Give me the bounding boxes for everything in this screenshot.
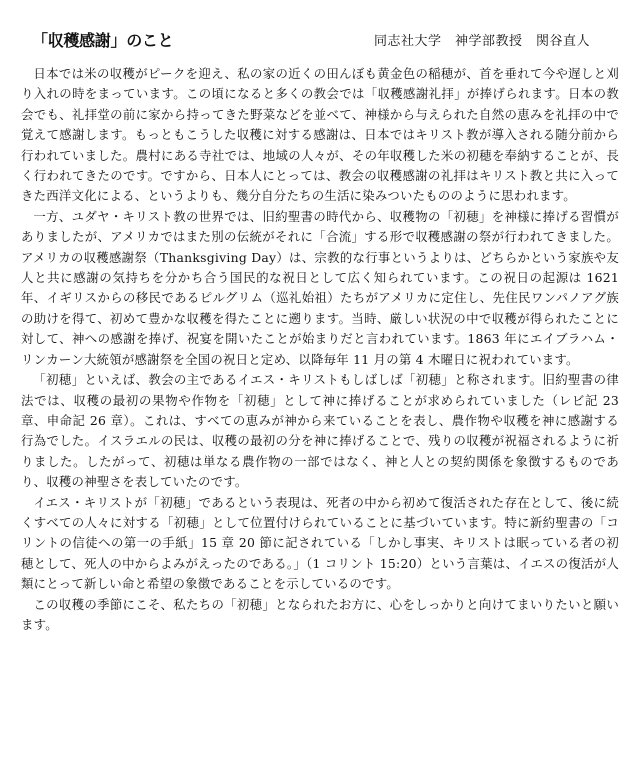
- article-body: [21, 64, 619, 635]
- article-title: 「収穫感謝」のこと: [32, 31, 174, 50]
- paragraph-3: 「初穂」といえば、教会の主であるイエス・キリストもしばしば「初穂」と称されます。旧約聖書の律法では、収穫の最初の果物や作物を「初穂」として神に捧げることが求められていました（レビ記 23 章、申命記 26 章）。これは、すべての恵みが神から来ていることを表し、農作物や収穫を神に感謝する行為でした。イスラエルの民は、収穫の最初の分を神に捧げることで、残りの収穫が祝福されるように祈りました。したがって、初穂は単なる農作物の一部ではなく、神と人との契約関係を象徴するものであり、収穫の神聖さを表していたのです。: [21, 372, 619, 490]
- paragraph-4: イエス・キリストが「初穂」であるという表現は、死者の中から初めて復活された存在として、後に続くすべての人々に対する「初穂」として位置付けられていることに基づいています。特に新約聖書の「コリントの信徒への第一の手紙」15 章 20 節に記されている「しかし事実、キリストは眠っている者の初穂として、死人の中からよみがえったのである。」（1 コリント 15:20）という言葉は、イエスの復活が人類にとって新しい命と希望の象徴であることを示しているのです。: [21, 494, 619, 592]
- author-byline: 同志社大学 神学部教授 関谷直人: [373, 34, 590, 49]
- paragraph-1: 日本では米の収穫がピークを迎え、私の家の近くの田んぼも黄金色の稲穂が、首を垂れて今や遅しと刈り入れの時をまっています。この頃になると多くの教会では「収穫感謝礼拝」が捧げられます。日本の教会でも、礼拝堂の前に家から持ってきた野菜などを並べて、神様から与えられた自然の恵みを礼拝の中で覚えて感謝します。もっともこうした収穫に対する感謝は、日本ではキリスト教が導入される随分前から行われていました。農村にある寺社では、地域の人々が、その年収穫した米の初穂を奉納することが、長く行われてきたのです。ですから、日本人にとっては、教会の収穫感謝の礼拝はキリスト教と共に入ってきた西洋文化による、というよりも、幾分自分たちの生活に染みついたもののように思われます。: [21, 66, 619, 204]
- paragraph-5: この収穫の季節にこそ、私たちの「初穂」となられたお方に、心をしっかりと向けてまいりたいと願います。: [21, 596, 619, 632]
- article-header: [32, 28, 608, 54]
- paragraph-2: 一方、ユダヤ・キリスト教の世界では、旧約聖書の時代から、収穫物の「初穂」を神様に捧げる習慣がありましたが、アメリカではまた別の伝統がそれに「合流」する形で収穫感謝の祭が行われてきました。アメリカの収穫感謝祭（Thanksgiving Day）は、宗教的な行事というよりは、どちらかという家族や友人と共に感謝の気持ちを分かち合う国民的な祝日として広く知られています。この祝日の起源は 1621 年、イギリスからの移民であるピルグリム（巡礼始祖）たちがアメリカに定住し、先住民ワンパノアグ族の助けを得て、初めて豊かな収穫を得たことに遡ります。当時、厳しい状況の中で収穫が得られたことに対して、神への感謝を捧げ、祝宴を開いたことが始まりだと言われています。1863 年にエイブラハム・リンカーン大統領が感謝祭を全国の祝日と定め、以降毎年 11 月の第 4 木曜日に祝われています。: [21, 208, 619, 367]
